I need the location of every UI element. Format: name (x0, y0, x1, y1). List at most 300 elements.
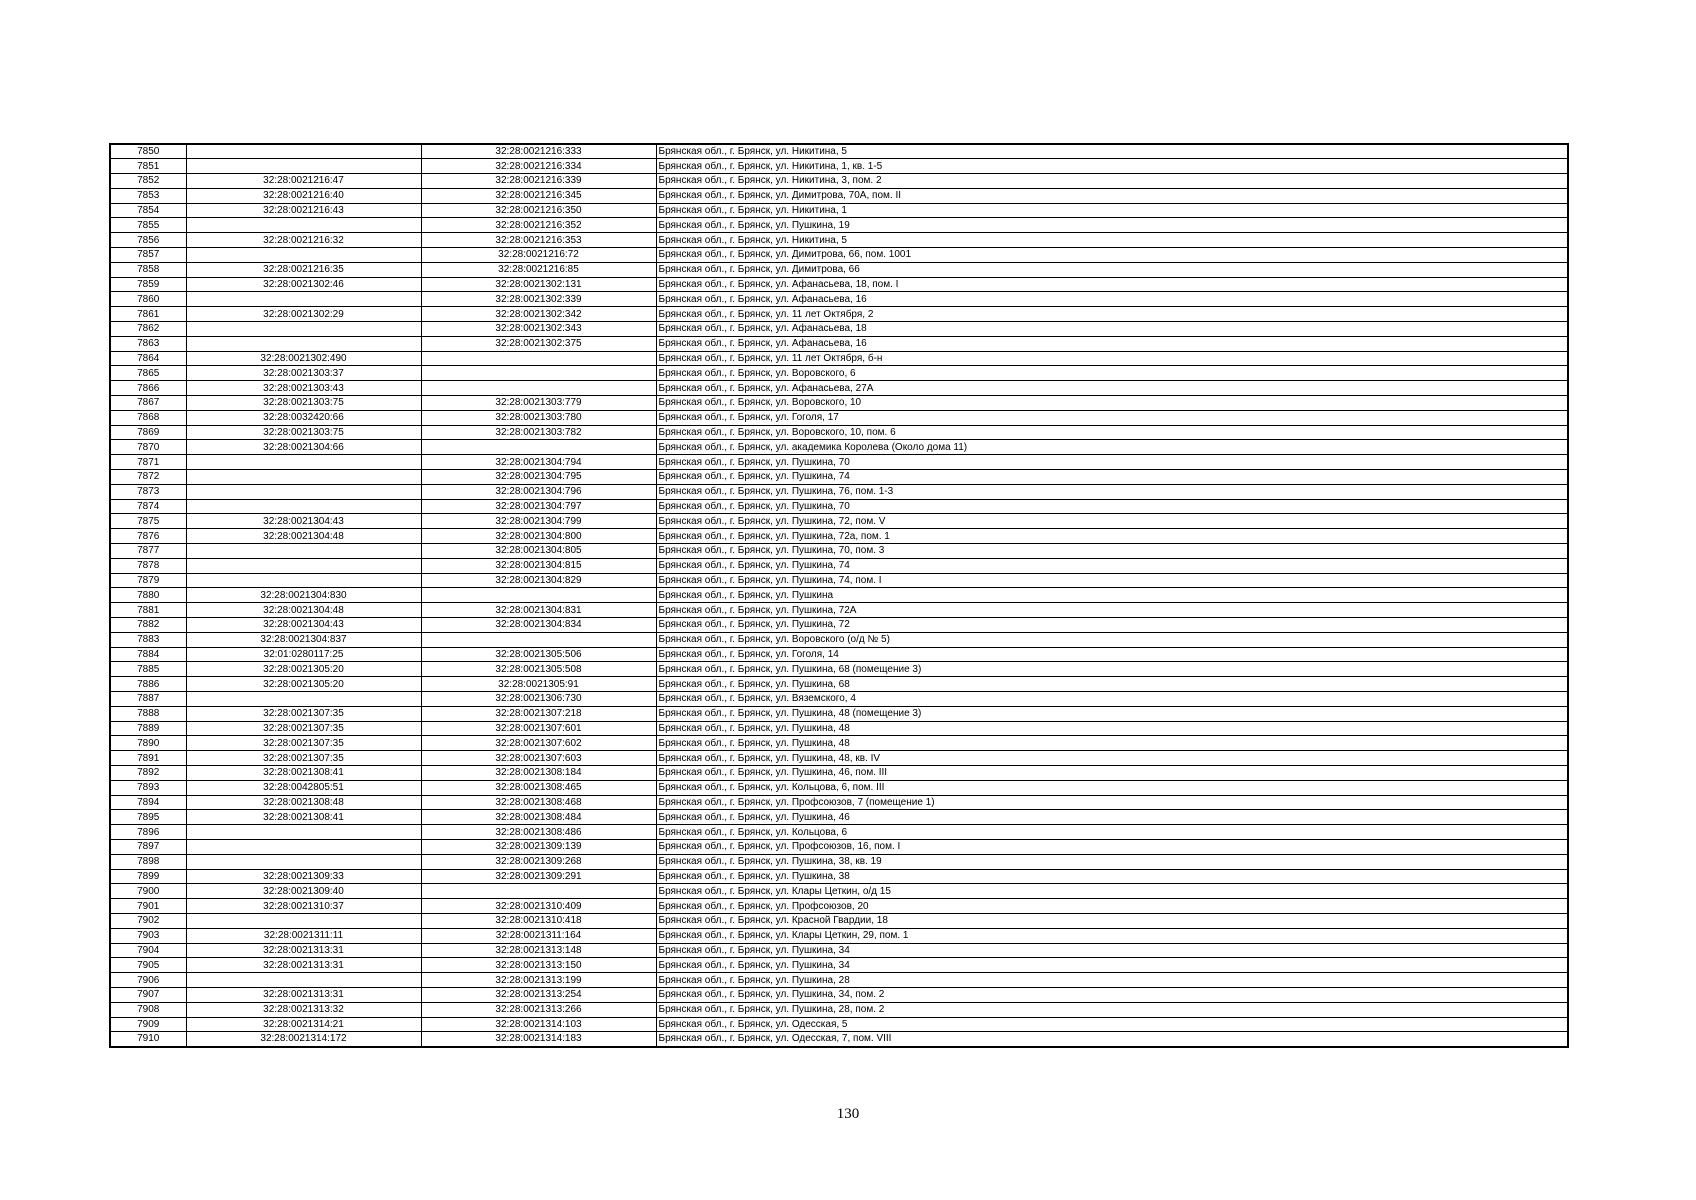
row-number-cell: 7869 (110, 425, 186, 440)
table-row (110, 529, 1568, 544)
row-number-cell: 7880 (110, 588, 186, 603)
row-number-cell: 7856 (110, 233, 186, 248)
cadastral-number-land-cell (186, 691, 421, 706)
address-cell: Брянская обл., г. Брянск, ул. 11 лет Октября, б-н (656, 351, 1568, 366)
registry-table (109, 143, 1569, 1048)
address-cell: Брянская обл., г. Брянск, ул. Кольцова, 6 (656, 825, 1568, 840)
address-cell: Брянская обл., г. Брянск, ул. 11 лет Октября, 2 (656, 307, 1568, 322)
row-number-cell: 7886 (110, 677, 186, 692)
row-number-cell: 7901 (110, 899, 186, 914)
row-number-cell: 7885 (110, 662, 186, 677)
cadastral-number-object-cell: 32:28:0021302:131 (421, 277, 656, 292)
row-number-cell: 7910 (110, 1032, 186, 1047)
cadastral-number-object-cell: 32:28:0021216:353 (421, 233, 656, 248)
cadastral-number-land-cell (186, 558, 421, 573)
cadastral-number-object-cell: 32:28:0021216:85 (421, 262, 656, 277)
row-number-cell: 7909 (110, 1017, 186, 1032)
address-cell: Брянская обл., г. Брянск, ул. Пушкина, 68 (656, 677, 1568, 692)
address-cell: Брянская обл., г. Брянск, ул. Пушкина, 72а, пом. 1 (656, 529, 1568, 544)
address-cell: Брянская обл., г. Брянск, ул. Пушкина, 19 (656, 218, 1568, 233)
cadastral-number-land-cell: 32:28:0021307:35 (186, 736, 421, 751)
table-row (110, 174, 1568, 189)
cadastral-number-land-cell (186, 913, 421, 928)
address-cell: Брянская обл., г. Брянск, ул. Пушкина, 46, пом. III (656, 765, 1568, 780)
row-number-cell: 7864 (110, 351, 186, 366)
table-row (110, 381, 1568, 396)
table-row (110, 544, 1568, 559)
address-cell: Брянская обл., г. Брянск, ул. Клары Цеткин, о/д 15 (656, 884, 1568, 899)
row-number-cell: 7859 (110, 277, 186, 292)
cadastral-number-land-cell: 32:28:0021304:43 (186, 514, 421, 529)
cadastral-number-object-cell (421, 440, 656, 455)
table-row (110, 736, 1568, 751)
cadastral-number-land-cell: 32:28:0021216:32 (186, 233, 421, 248)
row-number-cell: 7874 (110, 499, 186, 514)
row-number-cell: 7868 (110, 410, 186, 425)
row-number-cell: 7893 (110, 780, 186, 795)
cadastral-number-land-cell (186, 544, 421, 559)
table-row (110, 603, 1568, 618)
cadastral-number-land-cell: 32:28:0021302:490 (186, 351, 421, 366)
cadastral-number-object-cell: 32:28:0021313:150 (421, 958, 656, 973)
table-row (110, 499, 1568, 514)
table-row (110, 588, 1568, 603)
address-cell: Брянская обл., г. Брянск, ул. Пушкина, 46 (656, 810, 1568, 825)
table-row (110, 973, 1568, 988)
table-row (110, 307, 1568, 322)
address-cell: Брянская обл., г. Брянск, ул. Пушкина, 34 (656, 958, 1568, 973)
cadastral-number-land-cell: 32:28:0021314:172 (186, 1032, 421, 1047)
cadastral-number-object-cell: 32:28:0021306:730 (421, 691, 656, 706)
cadastral-number-object-cell: 32:28:0021304:795 (421, 470, 656, 485)
address-cell: Брянская обл., г. Брянск, ул. Пушкина, 72, пом. V (656, 514, 1568, 529)
cadastral-number-object-cell: 32:28:0021304:796 (421, 484, 656, 499)
row-number-cell: 7877 (110, 544, 186, 559)
cadastral-number-land-cell: 32:28:0021304:48 (186, 529, 421, 544)
row-number-cell: 7891 (110, 751, 186, 766)
table-row (110, 203, 1568, 218)
address-cell: Брянская обл., г. Брянск, ул. Димитрова, 66, пом. 1001 (656, 248, 1568, 263)
cadastral-number-object-cell: 32:28:0021304:797 (421, 499, 656, 514)
cadastral-number-object-cell: 32:28:0021303:782 (421, 425, 656, 440)
cadastral-number-land-cell: 32:28:0021304:48 (186, 603, 421, 618)
row-number-cell: 7865 (110, 366, 186, 381)
cadastral-number-land-cell: 32:28:0021308:48 (186, 795, 421, 810)
address-cell: Брянская обл., г. Брянск, ул. Никитина, 1, кв. 1-5 (656, 159, 1568, 174)
cadastral-number-land-cell (186, 973, 421, 988)
address-cell: Брянская обл., г. Брянск, ул. Димитрова, 66 (656, 262, 1568, 277)
cadastral-number-land-cell: 32:28:0021313:31 (186, 987, 421, 1002)
cadastral-number-object-cell: 32:28:0021305:506 (421, 647, 656, 662)
cadastral-number-object-cell: 32:28:0021308:468 (421, 795, 656, 810)
address-cell: Брянская обл., г. Брянск, ул. академика Королева (Около дома 11) (656, 440, 1568, 455)
cadastral-number-land-cell: 32:28:0021308:41 (186, 765, 421, 780)
row-number-cell: 7884 (110, 647, 186, 662)
cadastral-number-object-cell: 32:28:0021307:603 (421, 751, 656, 766)
cadastral-number-object-cell: 32:28:0021307:602 (421, 736, 656, 751)
row-number-cell: 7907 (110, 987, 186, 1002)
table-row (110, 899, 1568, 914)
cadastral-number-land-cell: 32:28:0021302:46 (186, 277, 421, 292)
table-row (110, 691, 1568, 706)
row-number-cell: 7857 (110, 248, 186, 263)
cadastral-number-object-cell: 32:28:0021216:333 (421, 144, 656, 159)
table-row (110, 292, 1568, 307)
table-row (110, 662, 1568, 677)
table-row (110, 780, 1568, 795)
cadastral-number-land-cell: 32:28:0021307:35 (186, 721, 421, 736)
address-cell: Брянская обл., г. Брянск, ул. Пушкина, 74, пом. I (656, 573, 1568, 588)
cadastral-number-object-cell: 32:28:0021314:103 (421, 1017, 656, 1032)
cadastral-number-object-cell: 32:28:0021304:834 (421, 618, 656, 633)
table-row (110, 751, 1568, 766)
table-row (110, 810, 1568, 825)
address-cell: Брянская обл., г. Брянск, ул. Воровского, 10 (656, 396, 1568, 411)
cadastral-number-land-cell: 32:28:0021307:35 (186, 751, 421, 766)
table-row (110, 958, 1568, 973)
row-number-cell: 7862 (110, 322, 186, 337)
cadastral-number-land-cell: 32:28:0021313:31 (186, 958, 421, 973)
row-number-cell: 7908 (110, 1002, 186, 1017)
table-row (110, 677, 1568, 692)
address-cell: Брянская обл., г. Брянск, ул. Пушкина, 48 (656, 721, 1568, 736)
row-number-cell: 7905 (110, 958, 186, 973)
table-row (110, 854, 1568, 869)
address-cell: Брянская обл., г. Брянск, ул. Пушкина, 72 (656, 618, 1568, 633)
address-cell: Брянская обл., г. Брянск, ул. Афанасьева, 27А (656, 381, 1568, 396)
cadastral-number-object-cell: 32:28:0021308:484 (421, 810, 656, 825)
row-number-cell: 7853 (110, 188, 186, 203)
cadastral-number-object-cell (421, 366, 656, 381)
row-number-cell: 7890 (110, 736, 186, 751)
row-number-cell: 7904 (110, 943, 186, 958)
cadastral-number-object-cell: 32:28:0021304:800 (421, 529, 656, 544)
row-number-cell: 7858 (110, 262, 186, 277)
address-cell: Брянская обл., г. Брянск, ул. Профсоюзов, 7 (помещение 1) (656, 795, 1568, 810)
cadastral-number-land-cell (186, 144, 421, 159)
row-number-cell: 7860 (110, 292, 186, 307)
table-row (110, 1032, 1568, 1047)
address-cell: Брянская обл., г. Брянск, ул. Пушкина, 28, пом. 2 (656, 1002, 1568, 1017)
cadastral-number-object-cell: 32:28:0021309:268 (421, 854, 656, 869)
table-row (110, 262, 1568, 277)
row-number-cell: 7883 (110, 632, 186, 647)
table-row (110, 765, 1568, 780)
row-number-cell: 7850 (110, 144, 186, 159)
cadastral-number-land-cell: 32:28:0021216:47 (186, 174, 421, 189)
address-cell: Брянская обл., г. Брянск, ул. Пушкина, 70 (656, 455, 1568, 470)
cadastral-number-object-cell: 32:28:0021303:779 (421, 396, 656, 411)
cadastral-number-object-cell: 32:28:0021307:601 (421, 721, 656, 736)
registry-table-body (110, 144, 1568, 1047)
table-row (110, 351, 1568, 366)
table-row (110, 277, 1568, 292)
address-cell: Брянская обл., г. Брянск, ул. Пушкина, 74 (656, 470, 1568, 485)
cadastral-number-object-cell: 32:28:0021216:339 (421, 174, 656, 189)
address-cell: Брянская обл., г. Брянск, ул. Афанасьева, 18, пом. I (656, 277, 1568, 292)
row-number-cell: 7854 (110, 203, 186, 218)
cadastral-number-object-cell: 32:28:0021216:350 (421, 203, 656, 218)
address-cell: Брянская обл., г. Брянск, ул. Пушкина, 28 (656, 973, 1568, 988)
cadastral-number-object-cell (421, 351, 656, 366)
cadastral-number-land-cell (186, 839, 421, 854)
row-number-cell: 7882 (110, 618, 186, 633)
table-row (110, 1002, 1568, 1017)
cadastral-number-land-cell (186, 218, 421, 233)
table-row (110, 869, 1568, 884)
address-cell: Брянская обл., г. Брянск, ул. Красной Гвардии, 18 (656, 913, 1568, 928)
cadastral-number-object-cell: 32:28:0021308:465 (421, 780, 656, 795)
cadastral-number-land-cell: 32:28:0021313:32 (186, 1002, 421, 1017)
cadastral-number-land-cell: 32:28:0021216:40 (186, 188, 421, 203)
row-number-cell: 7903 (110, 928, 186, 943)
address-cell: Брянская обл., г. Брянск, ул. Никитина, 5 (656, 233, 1568, 248)
cadastral-number-land-cell: 32:28:0021302:29 (186, 307, 421, 322)
cadastral-number-object-cell: 32:28:0021304:815 (421, 558, 656, 573)
cadastral-number-land-cell: 32:28:0021308:41 (186, 810, 421, 825)
address-cell: Брянская обл., г. Брянск, ул. Пушкина, 48 (помещение 3) (656, 706, 1568, 721)
cadastral-number-land-cell (186, 336, 421, 351)
address-cell: Брянская обл., г. Брянск, ул. Никитина, 5 (656, 144, 1568, 159)
address-cell: Брянская обл., г. Брянск, ул. Воровского, 10, пом. 6 (656, 425, 1568, 440)
address-cell: Брянская обл., г. Брянск, ул. Пушкина, 38, кв. 19 (656, 854, 1568, 869)
row-number-cell: 7888 (110, 706, 186, 721)
address-cell: Брянская обл., г. Брянск, ул. Кольцова, 6, пом. III (656, 780, 1568, 795)
row-number-cell: 7871 (110, 455, 186, 470)
cadastral-number-land-cell (186, 322, 421, 337)
table-row (110, 188, 1568, 203)
table-row (110, 159, 1568, 174)
table-row (110, 987, 1568, 1002)
table-row (110, 839, 1568, 854)
cadastral-number-land-cell: 32:28:0032420:66 (186, 410, 421, 425)
cadastral-number-land-cell: 32:28:0021305:20 (186, 662, 421, 677)
page-number: 130 (836, 1106, 860, 1122)
address-cell: Брянская обл., г. Брянск, ул. Одесская, 7, пом. VIII (656, 1032, 1568, 1047)
row-number-cell: 7873 (110, 484, 186, 499)
address-cell: Брянская обл., г. Брянск, ул. Пушкина, 76, пом. 1-3 (656, 484, 1568, 499)
table-row (110, 647, 1568, 662)
cadastral-number-object-cell: 32:28:0021307:218 (421, 706, 656, 721)
cadastral-number-object-cell: 32:28:0021313:148 (421, 943, 656, 958)
cadastral-number-land-cell: 32:28:0021309:40 (186, 884, 421, 899)
table-row (110, 410, 1568, 425)
table-row (110, 336, 1568, 351)
row-number-cell: 7872 (110, 470, 186, 485)
table-row (110, 928, 1568, 943)
cadastral-number-object-cell: 32:28:0021311:164 (421, 928, 656, 943)
address-cell: Брянская обл., г. Брянск, ул. Гоголя, 17 (656, 410, 1568, 425)
cadastral-number-object-cell: 32:28:0021310:418 (421, 913, 656, 928)
cadastral-number-object-cell: 32:28:0021313:266 (421, 1002, 656, 1017)
cadastral-number-object-cell: 32:28:0021304:829 (421, 573, 656, 588)
cadastral-number-land-cell: 32:28:0021303:43 (186, 381, 421, 396)
table-row (110, 795, 1568, 810)
cadastral-number-object-cell: 32:28:0021302:343 (421, 322, 656, 337)
cadastral-number-land-cell (186, 499, 421, 514)
cadastral-number-object-cell: 32:28:0021308:184 (421, 765, 656, 780)
cadastral-number-land-cell: 32:28:0021303:75 (186, 425, 421, 440)
cadastral-number-object-cell: 32:28:0021305:91 (421, 677, 656, 692)
table-row (110, 366, 1568, 381)
row-number-cell: 7881 (110, 603, 186, 618)
cadastral-number-land-cell: 32:28:0021305:20 (186, 677, 421, 692)
table-row (110, 632, 1568, 647)
cadastral-number-object-cell: 32:28:0021302:375 (421, 336, 656, 351)
cadastral-number-land-cell: 32:28:0021216:43 (186, 203, 421, 218)
row-number-cell: 7892 (110, 765, 186, 780)
cadastral-number-object-cell: 32:28:0021304:805 (421, 544, 656, 559)
cadastral-number-land-cell: 32:01:0280117:25 (186, 647, 421, 662)
cadastral-number-object-cell: 32:28:0021303:780 (421, 410, 656, 425)
cadastral-number-object-cell: 32:28:0021302:342 (421, 307, 656, 322)
address-cell: Брянская обл., г. Брянск, ул. Пушкина (656, 588, 1568, 603)
cadastral-number-object-cell: 32:28:0021304:799 (421, 514, 656, 529)
table-row (110, 218, 1568, 233)
cadastral-number-land-cell: 32:28:0021311:11 (186, 928, 421, 943)
address-cell: Брянская обл., г. Брянск, ул. Димитрова, 70А, пом. II (656, 188, 1568, 203)
cadastral-number-land-cell (186, 573, 421, 588)
address-cell: Брянская обл., г. Брянск, ул. Гоголя, 14 (656, 647, 1568, 662)
cadastral-number-land-cell (186, 292, 421, 307)
cadastral-number-object-cell: 32:28:0021302:339 (421, 292, 656, 307)
table-row (110, 913, 1568, 928)
row-number-cell: 7878 (110, 558, 186, 573)
cadastral-number-land-cell (186, 455, 421, 470)
cadastral-number-object-cell: 32:28:0021309:139 (421, 839, 656, 854)
cadastral-number-land-cell: 32:28:0021303:75 (186, 396, 421, 411)
table-row (110, 558, 1568, 573)
address-cell: Брянская обл., г. Брянск, ул. Клары Цеткин, 29, пом. 1 (656, 928, 1568, 943)
cadastral-number-land-cell (186, 484, 421, 499)
cadastral-number-land-cell (186, 159, 421, 174)
cadastral-number-object-cell: 32:28:0021304:831 (421, 603, 656, 618)
row-number-cell: 7876 (110, 529, 186, 544)
row-number-cell: 7887 (110, 691, 186, 706)
row-number-cell: 7879 (110, 573, 186, 588)
address-cell: Брянская обл., г. Брянск, ул. Никитина, 3, пом. 2 (656, 174, 1568, 189)
cadastral-number-land-cell: 32:28:0021304:43 (186, 618, 421, 633)
cadastral-number-land-cell: 32:28:0021314:21 (186, 1017, 421, 1032)
table-row (110, 943, 1568, 958)
cadastral-number-object-cell: 32:28:0021310:409 (421, 899, 656, 914)
address-cell: Брянская обл., г. Брянск, ул. Пушкина, 34, пом. 2 (656, 987, 1568, 1002)
address-cell: Брянская обл., г. Брянск, ул. Воровского (о/д № 5) (656, 632, 1568, 647)
address-cell: Брянская обл., г. Брянск, ул. Афанасьева, 16 (656, 292, 1568, 307)
cadastral-number-object-cell (421, 381, 656, 396)
cadastral-number-object-cell: 32:28:0021313:199 (421, 973, 656, 988)
cadastral-number-object-cell: 32:28:0021308:486 (421, 825, 656, 840)
cadastral-number-land-cell (186, 248, 421, 263)
table-row (110, 322, 1568, 337)
table-row (110, 144, 1568, 159)
table-row (110, 425, 1568, 440)
row-number-cell: 7897 (110, 839, 186, 854)
address-cell: Брянская обл., г. Брянск, ул. Пушкина, 72А (656, 603, 1568, 618)
table-row (110, 1017, 1568, 1032)
cadastral-number-land-cell: 32:28:0021304:830 (186, 588, 421, 603)
address-cell: Брянская обл., г. Брянск, ул. Афанасьева, 16 (656, 336, 1568, 351)
table-row (110, 618, 1568, 633)
address-cell: Брянская обл., г. Брянск, ул. Профсоюзов, 20 (656, 899, 1568, 914)
table-row (110, 825, 1568, 840)
row-number-cell: 7851 (110, 159, 186, 174)
row-number-cell: 7863 (110, 336, 186, 351)
address-cell: Брянская обл., г. Брянск, ул. Одесская, 5 (656, 1017, 1568, 1032)
cadastral-number-land-cell: 32:28:0021304:66 (186, 440, 421, 455)
address-cell: Брянская обл., г. Брянск, ул. Вяземского, 4 (656, 691, 1568, 706)
cadastral-number-land-cell: 32:28:0021309:33 (186, 869, 421, 884)
cadastral-number-land-cell: 32:28:0021307:35 (186, 706, 421, 721)
cadastral-number-land-cell: 32:28:0021313:31 (186, 943, 421, 958)
cadastral-number-land-cell (186, 825, 421, 840)
row-number-cell: 7867 (110, 396, 186, 411)
address-cell: Брянская обл., г. Брянск, ул. Пушкина, 74 (656, 558, 1568, 573)
cadastral-number-object-cell: 32:28:0021314:183 (421, 1032, 656, 1047)
registry-sheet (109, 143, 1567, 1048)
address-cell: Брянская обл., г. Брянск, ул. Пушкина, 34 (656, 943, 1568, 958)
row-number-cell: 7894 (110, 795, 186, 810)
row-number-cell: 7861 (110, 307, 186, 322)
table-row (110, 233, 1568, 248)
table-row (110, 396, 1568, 411)
cadastral-number-object-cell: 32:28:0021309:291 (421, 869, 656, 884)
row-number-cell: 7896 (110, 825, 186, 840)
row-number-cell: 7866 (110, 381, 186, 396)
cadastral-number-land-cell: 32:28:0021310:37 (186, 899, 421, 914)
address-cell: Брянская обл., г. Брянск, ул. Пушкина, 68 (помещение 3) (656, 662, 1568, 677)
address-cell: Брянская обл., г. Брянск, ул. Пушкина, 70 (656, 499, 1568, 514)
cadastral-number-object-cell: 32:28:0021313:254 (421, 987, 656, 1002)
row-number-cell: 7902 (110, 913, 186, 928)
row-number-cell: 7875 (110, 514, 186, 529)
row-number-cell: 7852 (110, 174, 186, 189)
table-row (110, 470, 1568, 485)
cadastral-number-land-cell: 32:28:0021303:37 (186, 366, 421, 381)
cadastral-number-object-cell: 32:28:0021216:334 (421, 159, 656, 174)
table-row (110, 573, 1568, 588)
cadastral-number-land-cell (186, 854, 421, 869)
cadastral-number-land-cell: 32:28:0021216:35 (186, 262, 421, 277)
cadastral-number-object-cell (421, 632, 656, 647)
table-row (110, 884, 1568, 899)
address-cell: Брянская обл., г. Брянск, ул. Пушкина, 70, пом. 3 (656, 544, 1568, 559)
table-row (110, 248, 1568, 263)
cadastral-number-land-cell: 32:28:0021304:837 (186, 632, 421, 647)
cadastral-number-object-cell: 32:28:0021305:508 (421, 662, 656, 677)
table-row (110, 484, 1568, 499)
table-row (110, 440, 1568, 455)
row-number-cell: 7906 (110, 973, 186, 988)
table-row (110, 514, 1568, 529)
cadastral-number-object-cell (421, 884, 656, 899)
cadastral-number-object-cell: 32:28:0021216:345 (421, 188, 656, 203)
cadastral-number-object-cell: 32:28:0021216:352 (421, 218, 656, 233)
address-cell: Брянская обл., г. Брянск, ул. Афанасьева, 18 (656, 322, 1568, 337)
row-number-cell: 7889 (110, 721, 186, 736)
cadastral-number-land-cell (186, 470, 421, 485)
cadastral-number-object-cell: 32:28:0021216:72 (421, 248, 656, 263)
cadastral-number-object-cell (421, 588, 656, 603)
address-cell: Брянская обл., г. Брянск, ул. Пушкина, 48, кв. IV (656, 751, 1568, 766)
row-number-cell: 7855 (110, 218, 186, 233)
row-number-cell: 7870 (110, 440, 186, 455)
row-number-cell: 7898 (110, 854, 186, 869)
row-number-cell: 7895 (110, 810, 186, 825)
table-row (110, 706, 1568, 721)
address-cell: Брянская обл., г. Брянск, ул. Пушкина, 38 (656, 869, 1568, 884)
address-cell: Брянская обл., г. Брянск, ул. Воровского, 6 (656, 366, 1568, 381)
